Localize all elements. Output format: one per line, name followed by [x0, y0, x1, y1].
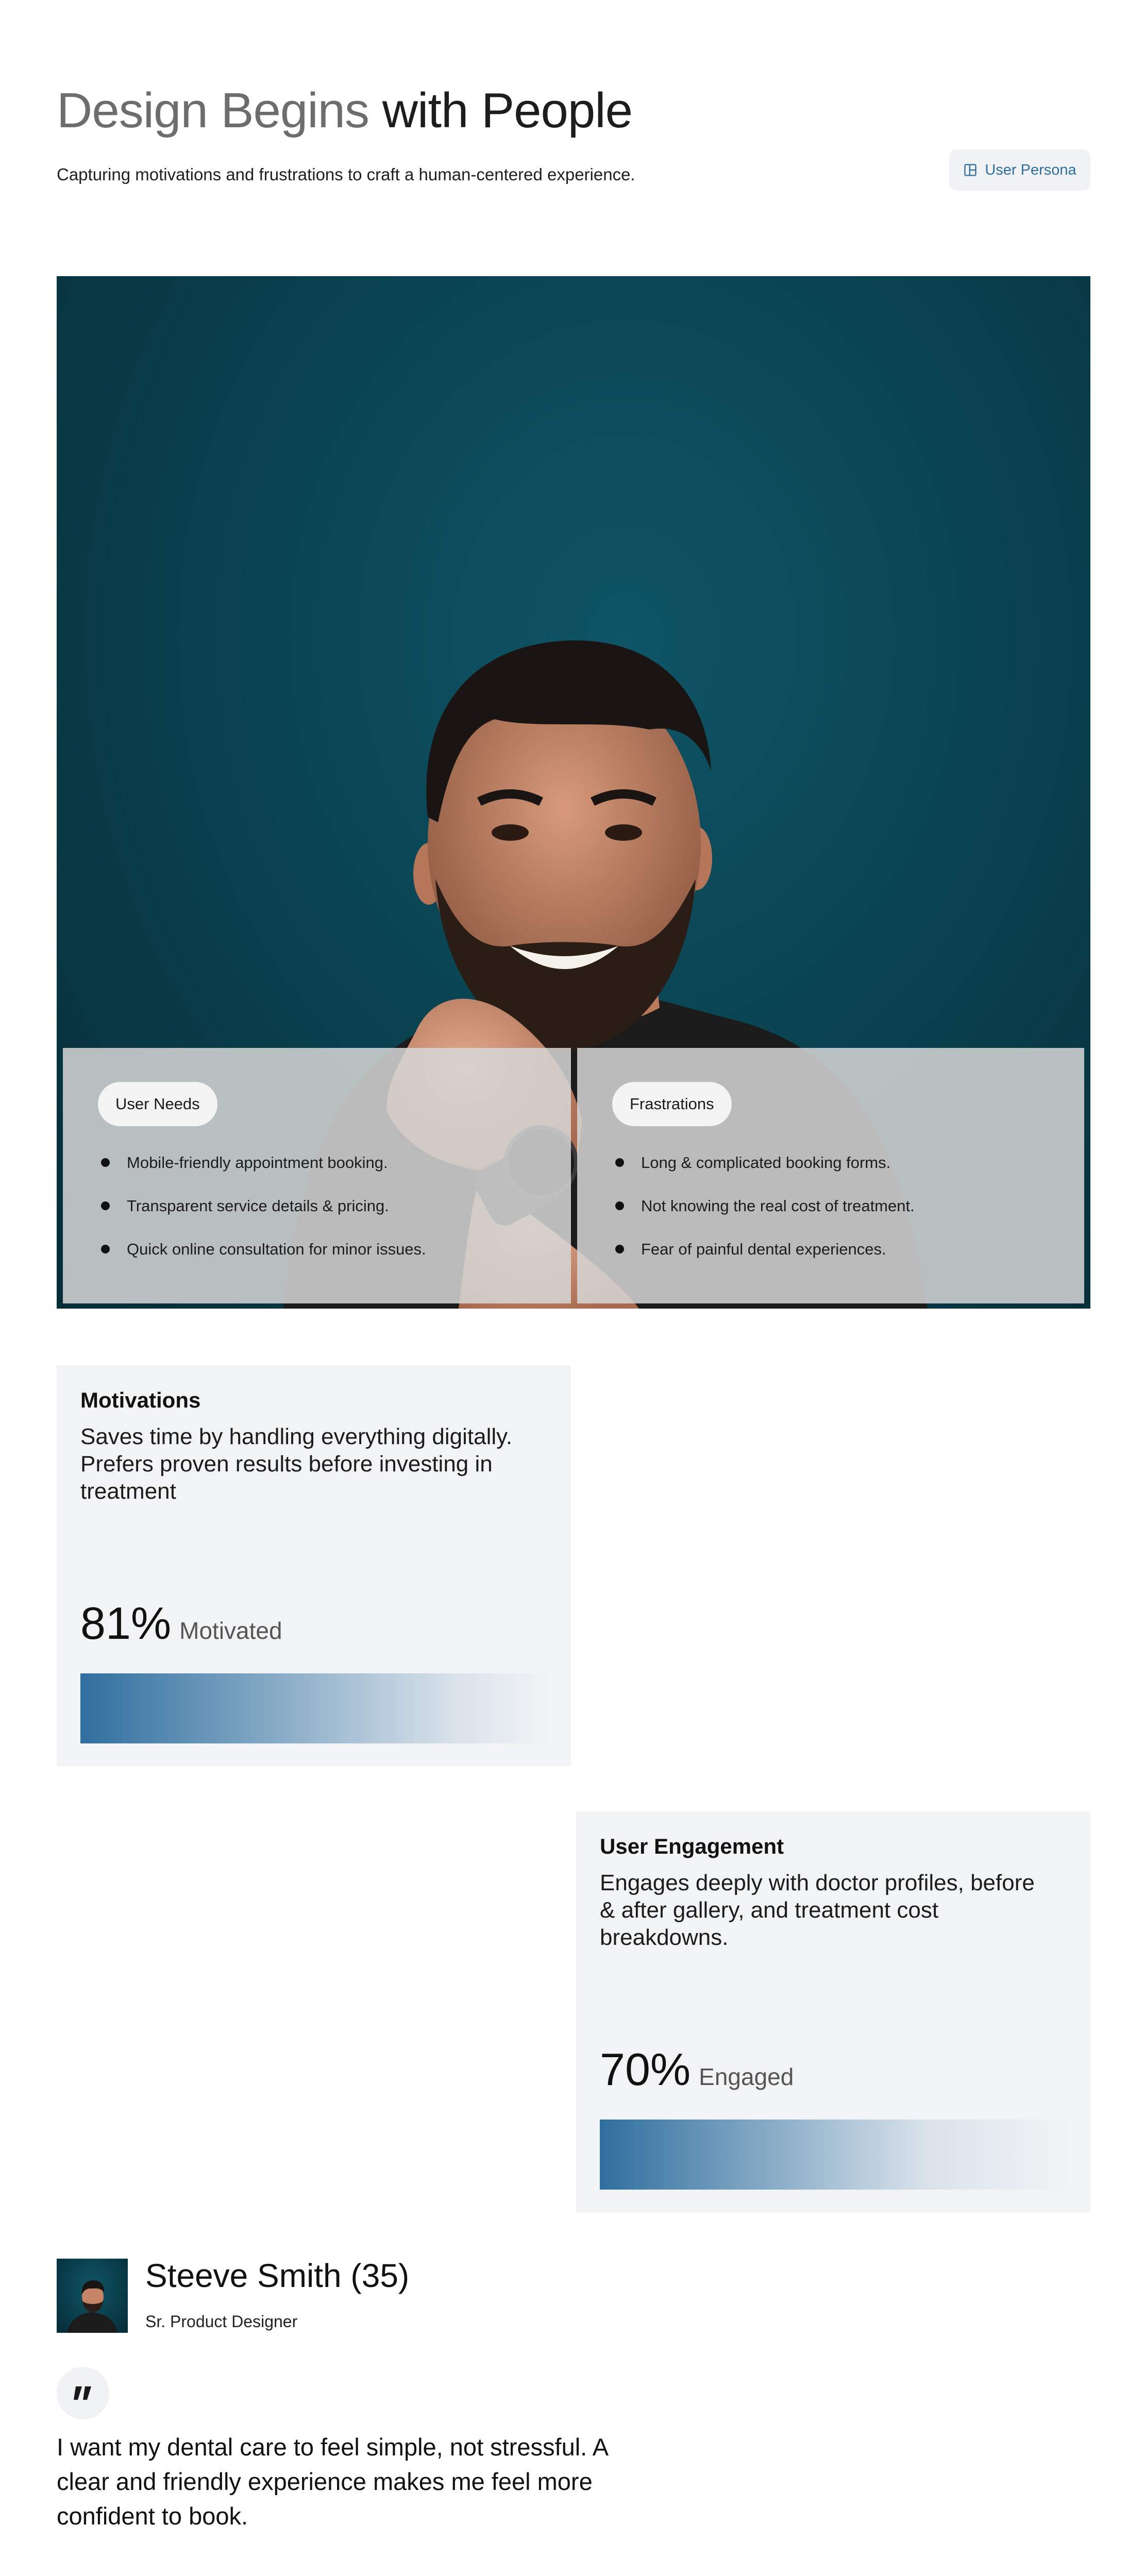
- avatar-portrait: [57, 2259, 128, 2333]
- page-title: [57, 82, 632, 139]
- frustrations-pill: Frastrations: [612, 1082, 732, 1126]
- user-persona-chip[interactable]: [949, 149, 1090, 191]
- motivations-metric: [80, 1597, 282, 1650]
- list-item: Not knowing the real cost of treatment.: [613, 1197, 915, 1240]
- engagement-unit: Engaged: [699, 2063, 794, 2090]
- motivations-description: Saves time by handling everything digitally. Prefers proven results before investing in treatment: [80, 1424, 513, 1504]
- motivations-unit: Motivated: [179, 1617, 282, 1644]
- motivations-value: 81%: [80, 1598, 172, 1649]
- engagement-description: Engages deeply with doctor profiles, before & after gallery, and treatment cost breakdowns.: [600, 1870, 1035, 1950]
- persona-photo: [57, 276, 1090, 1309]
- profile-role: Sr. Product Designer: [145, 2312, 298, 2331]
- engagement-value: 70%: [600, 2044, 691, 2095]
- page-title-dark: with People: [382, 83, 633, 138]
- motivations-title: Motivations: [80, 1388, 201, 1412]
- quote-glyph: [73, 2384, 93, 2402]
- motivations-card: [57, 1365, 571, 1766]
- engagement-title: User Engagement: [600, 1834, 784, 1858]
- page-subtitle: Capturing motivations and frustrations to craft a human-centered experience.: [57, 165, 635, 184]
- motivations-bar: [80, 1673, 548, 1743]
- quote-text: I want my dental care to feel simple, not stressful. A clear and friendly experience makes me feel more confident to book.: [57, 2433, 608, 2530]
- quote-icon: [57, 2367, 109, 2419]
- user-needs-pill: User Needs: [98, 1082, 217, 1126]
- list-item: Mobile-friendly appointment booking.: [99, 1154, 426, 1197]
- user-persona-label: User Persona: [985, 161, 1076, 178]
- user-needs-card: [63, 1048, 571, 1303]
- engagement-bar: [600, 2120, 1068, 2190]
- layout-icon: [963, 163, 978, 177]
- frustrations-list: [613, 1154, 915, 1283]
- list-item: Fear of painful dental experiences.: [613, 1240, 915, 1283]
- engagement-metric: [600, 2043, 794, 2096]
- avatar: [57, 2259, 128, 2333]
- page-title-light: Design Begins: [57, 83, 369, 138]
- profile-name: Steeve Smith (35): [145, 2257, 410, 2294]
- user-needs-list: [99, 1154, 426, 1283]
- list-item: Quick online consultation for minor issues.: [99, 1240, 426, 1283]
- list-item: Long & complicated booking forms.: [613, 1154, 915, 1197]
- frustrations-card: [577, 1048, 1084, 1303]
- list-item: Transparent service details & pricing.: [99, 1197, 426, 1240]
- engagement-card: [576, 1811, 1090, 2212]
